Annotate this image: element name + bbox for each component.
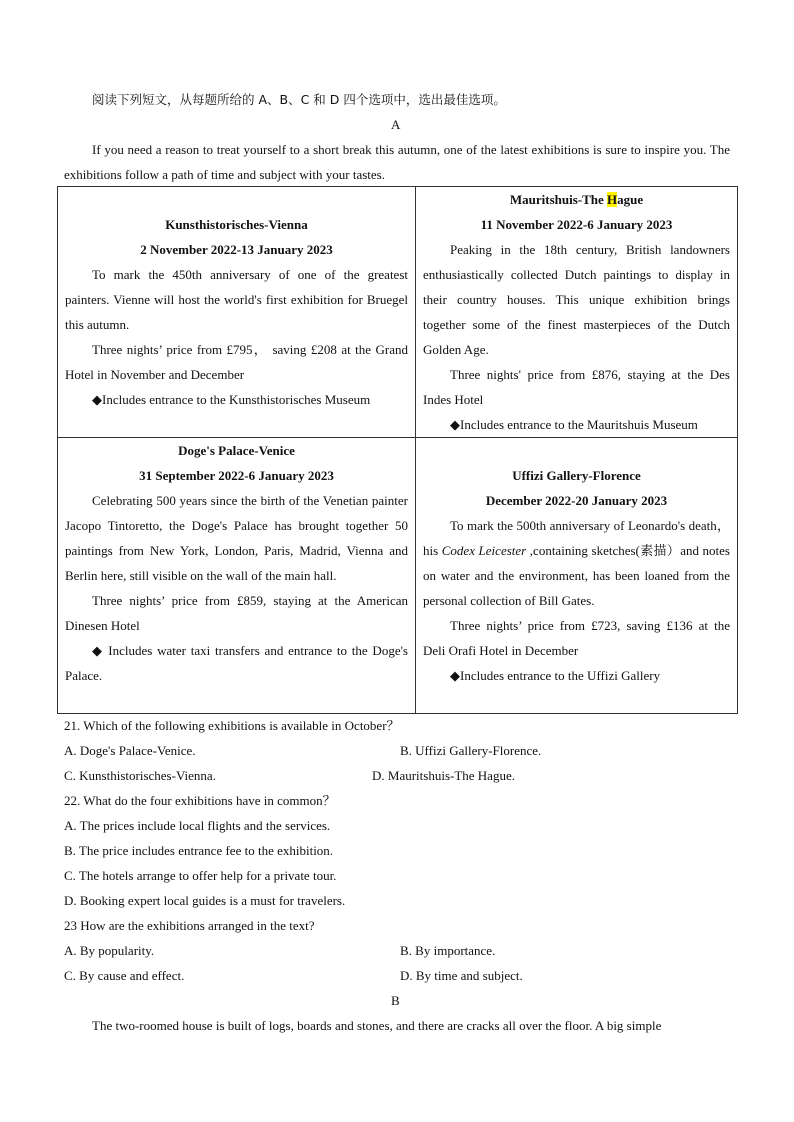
question-23-option-a: A. By popularity. [64,943,155,958]
question-21-option-d: D. Mauritshuis-The Hague. [372,768,515,783]
exhibition-includes: ◆Includes entrance to the Uffizi Gallery [450,668,661,683]
highlighted-letter: H [607,192,618,207]
question-21-option-b: B. Uffizi Gallery-Florence. [400,743,542,758]
exhibitions-table [57,186,738,714]
question-22-stem: 22. What do the four exhibitions have in common？ [64,793,336,808]
question-22-option-c: C. The hotels arrange to offer help for a private tour. [64,868,337,883]
exhibition-title: Kunsthistorisches-Vienna [165,217,308,232]
exhibition-title: Mauritshuis-The Hague [509,192,644,207]
exhibition-dates: 2 November 2022-13 January 2023 [140,242,333,257]
exhibition-price: Three nights' price from £876, staying at the Des Indes Hotel [423,367,730,407]
exhibition-title: Doge's Palace-Venice [178,443,295,458]
exhibition-description: To mark the 450th anniversary of one of the greatest painters. Vienne will host the world's first exhibition for Bruegel this autumn. [65,267,408,332]
exhibition-vienna [58,187,416,438]
exhibition-price: Three nights’ price from £859, staying at the American Dinesen Hotel [65,593,408,633]
exhibition-venice [58,438,416,714]
exhibition-includes: ◆Includes entrance to the Kunsthistorisches Museum [92,392,371,407]
exhibition-price: Three nights’ price from £723, saving £136 at the Deli Orafi Hotel in December [423,618,730,658]
exhibition-dates: December 2022-20 January 2023 [485,493,668,508]
exhibition-description: Celebrating 500 years since the birth of the Venetian painter Jacopo Tintoretto, the Doge's Palace has brought together 50 paintings from New York, London, Paris, Madrid, Vienna and Berlin here, still visible on the wall of the main hall. [65,493,408,583]
instruction-text: 阅读下列短文，从每题所给的 A、B、C 和 D 四个选项中，选出最佳选项。 [92,92,506,107]
exhibition-price: Three nights’ price from £795， saving £208 at the Grand Hotel in November and December [65,342,408,382]
exhibition-description: Peaking in the 18th century, British landowners enthusiastically collected Dutch paintings to display in their country houses. This unique exhibition brings together some of the finest masterpieces of the Dutch Golden Age. [423,242,730,357]
question-21-stem: 21. Which of the following exhibitions is available in October？ [64,718,400,733]
question-22-option-d: D. Booking expert local guides is a must for travelers. [64,893,346,908]
question-23-option-c: C. By cause and effect. [64,968,185,983]
question-23-option-b: B. By importance. [400,943,496,958]
section-a-label: A [391,117,401,132]
exhibition-title: Uffizi Gallery-Florence [512,468,641,483]
section-b-first-line: The two-roomed house is built of logs, boards and stones, and there are cracks all over the floor. A big simple [92,1018,662,1033]
exhibition-includes: ◆ Includes water taxi transfers and entrance to the Doge's Palace. [65,643,408,683]
exhibition-includes: ◆Includes entrance to the Mauritshuis Museum [450,417,698,432]
question-22-option-a: A. The prices include local flights and the services. [64,818,331,833]
question-21-option-a: A. Doge's Palace-Venice. [64,743,196,758]
exhibition-florence [416,438,738,714]
intro-paragraph: If you need a reason to treat yourself to a short break this autumn, one of the latest exhibitions is sure to inspire you. The exhibitions follow a path of time and subject with your tastes. [64,142,730,182]
exhibition-description: To mark the 500th anniversary of Leonardo's death，his Codex Leicester ,containing sketches(素描）and notes on water and the environment, has been loaned from the personal collection of Bill Gates. [423,518,730,608]
exhibition-dates: 31 September 2022-6 January 2023 [139,468,334,483]
question-23-stem: 23 How are the exhibitions arranged in the text? [64,918,315,933]
question-22-option-b: B. The price includes entrance fee to the exhibition. [64,843,334,858]
exhibition-dates: 11 November 2022-6 January 2023 [480,217,673,232]
section-b-label: B [391,993,400,1008]
exhibition-hague [416,187,738,438]
question-21-option-c: C. Kunsthistorisches-Vienna. [64,768,216,783]
question-23-option-d: D. By time and subject. [400,968,523,983]
